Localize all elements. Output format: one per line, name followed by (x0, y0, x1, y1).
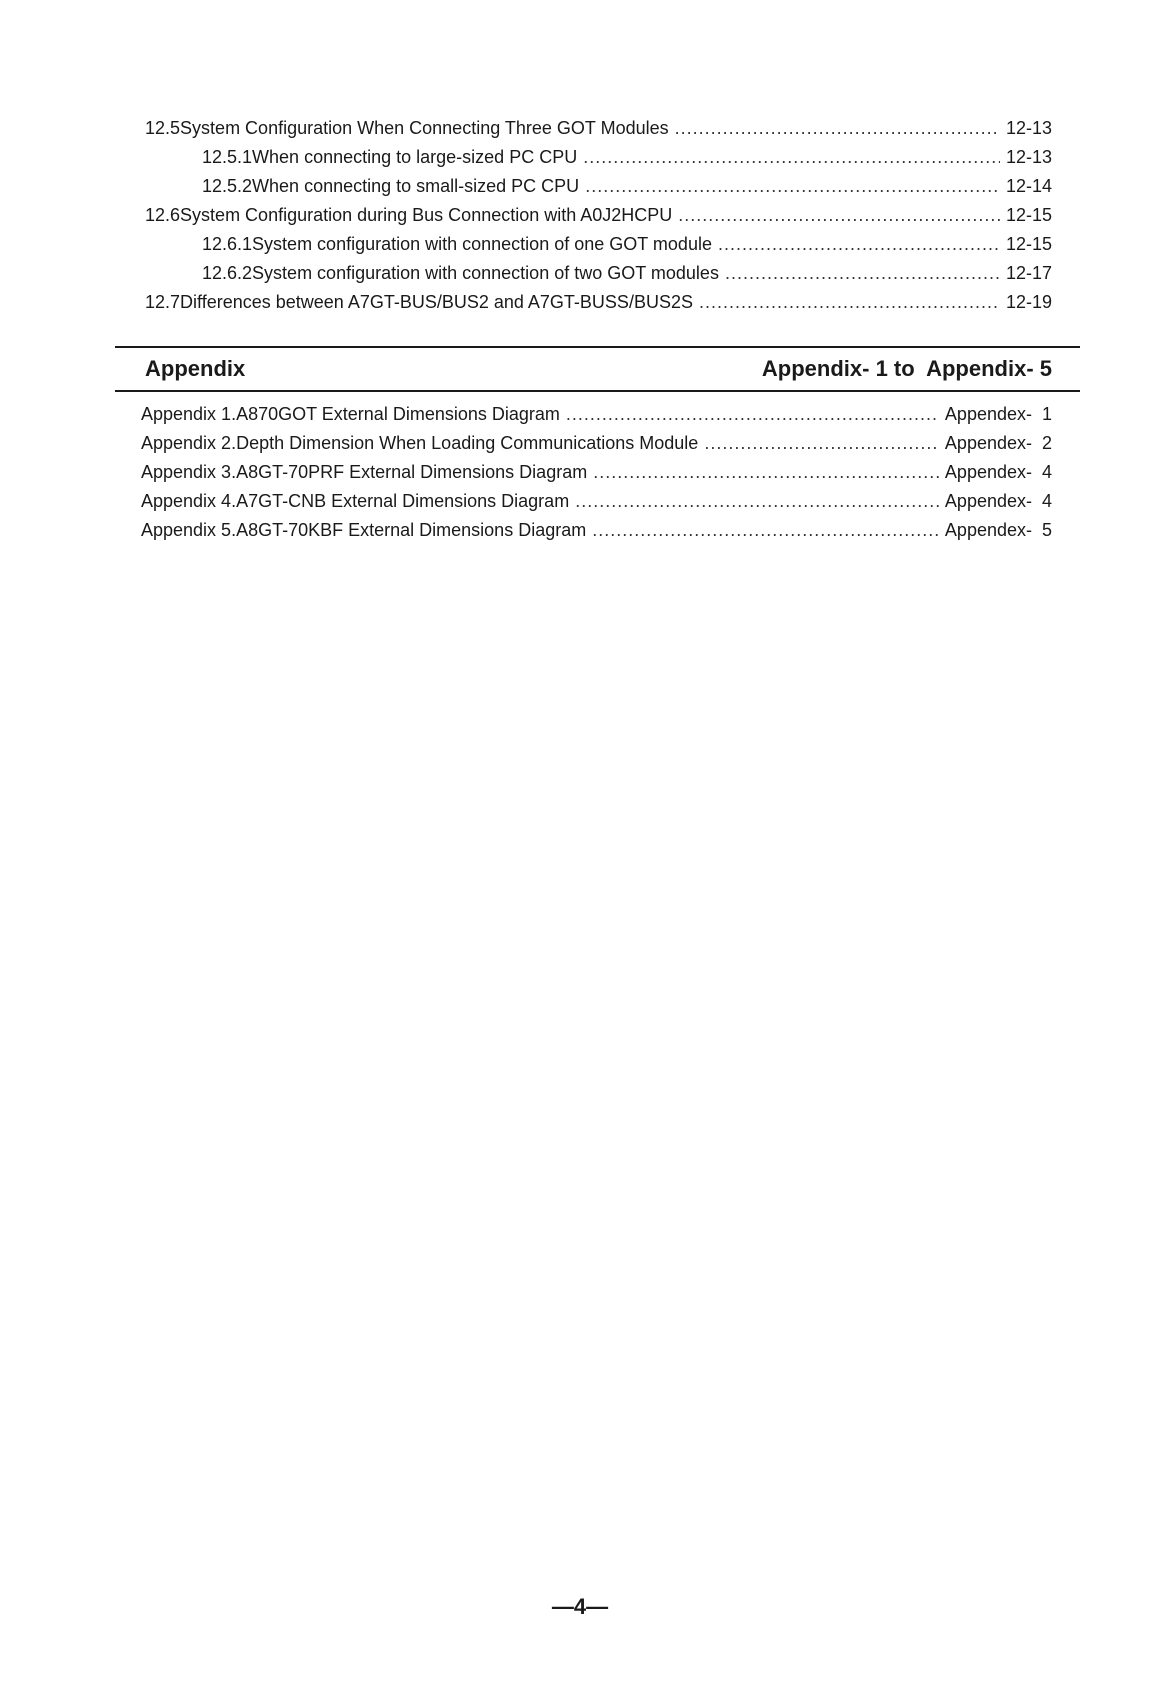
toc-entry[interactable] (202, 262, 1052, 284)
section-page-range: Appendix- 1 to Appendix- 5 (761, 356, 1052, 381)
appendix-entry-label: Appendix 1. (141, 404, 237, 424)
toc-entry-title: When connecting to large-sized PC CPU (252, 147, 578, 167)
appendix-entry-label: Appendix 2. (141, 433, 237, 453)
toc-entry-number: 12.7 (145, 292, 181, 312)
appendix-section-header[interactable] (115, 346, 1080, 392)
toc-entry[interactable] (145, 204, 1052, 226)
toc-entry-page: 12-19 (1005, 292, 1052, 312)
toc-entry-number: 12.6 (145, 205, 181, 225)
appendix-entry-page: Appendex- 5 (944, 520, 1052, 540)
appendix-entry-page: Appendex- 1 (944, 404, 1052, 424)
dot-leader (575, 490, 939, 512)
toc-entry-page: 12-13 (1005, 118, 1052, 138)
toc-entry-title: System configuration with connection of one GOT module (252, 234, 712, 254)
toc-entry-page: 12-13 (1005, 147, 1052, 167)
toc-entry-number: 12.5 (145, 118, 181, 138)
appendix-entry[interactable] (141, 432, 1052, 454)
toc-entry[interactable] (145, 291, 1052, 313)
dot-leader (699, 291, 1000, 313)
toc-entry-title: Differences between A7GT-BUS/BUS2 and A7GT-BUSS/BUS2S (180, 292, 693, 312)
appendix-entry-label: Appendix 3. (141, 462, 237, 482)
toc-entry-title: System Configuration during Bus Connection with A0J2HCPU (180, 205, 673, 225)
toc-entry-title: System Configuration When Connecting Three GOT Modules (180, 118, 669, 138)
toc-entry[interactable] (202, 175, 1052, 197)
dot-leader (725, 262, 1000, 284)
appendix-entry-title: Depth Dimension When Loading Communications Module (236, 433, 699, 453)
toc-entry-number: 12.5.1 (202, 147, 253, 167)
appendix-entry-title: A8GT-70PRF External Dimensions Diagram (236, 462, 588, 482)
appendix-entry[interactable] (141, 461, 1052, 483)
toc-entry-page: 12-14 (1005, 176, 1052, 196)
toc-entry[interactable] (145, 117, 1052, 139)
toc-entry-title: System configuration with connection of two GOT modules (252, 263, 719, 283)
dot-leader (593, 461, 939, 483)
dot-leader (704, 432, 939, 454)
dot-leader (566, 403, 939, 425)
appendix-entry-page: Appendex- 4 (944, 491, 1052, 511)
toc-entry-page: 12-15 (1005, 234, 1052, 254)
page-number: —4— (551, 1594, 609, 1619)
appendix-entry-label: Appendix 5. (141, 520, 237, 540)
section-title: Appendix (145, 356, 246, 381)
appendix-entry-title: A7GT-CNB External Dimensions Diagram (236, 491, 570, 511)
toc-entry[interactable] (202, 146, 1052, 168)
dot-leader (585, 175, 1000, 197)
toc-entry-number: 12.6.1 (202, 234, 253, 254)
dot-leader (583, 146, 1000, 168)
appendix-entry-title: A8GT-70KBF External Dimensions Diagram (236, 520, 587, 540)
appendix-entry[interactable] (141, 490, 1052, 512)
dot-leader (592, 519, 939, 541)
toc-entry-page: 12-17 (1005, 263, 1052, 283)
appendix-entry[interactable] (141, 519, 1052, 541)
appendix-entry[interactable] (141, 403, 1052, 425)
appendix-entry-page: Appendex- 2 (944, 433, 1052, 453)
appendix-entry-label: Appendix 4. (141, 491, 237, 511)
toc-entry-number: 12.5.2 (202, 176, 253, 196)
toc-entry-number: 12.6.2 (202, 263, 253, 283)
toc-entry-page: 12-15 (1005, 205, 1052, 225)
appendix-entry-page: Appendex- 4 (944, 462, 1052, 482)
toc-entry-title: When connecting to small-sized PC CPU (252, 176, 580, 196)
dot-leader (718, 233, 1000, 255)
dot-leader (678, 204, 1000, 226)
appendix-entry-title: A870GOT External Dimensions Diagram (236, 404, 560, 424)
toc-entry[interactable] (202, 233, 1052, 255)
dot-leader (675, 117, 1000, 139)
